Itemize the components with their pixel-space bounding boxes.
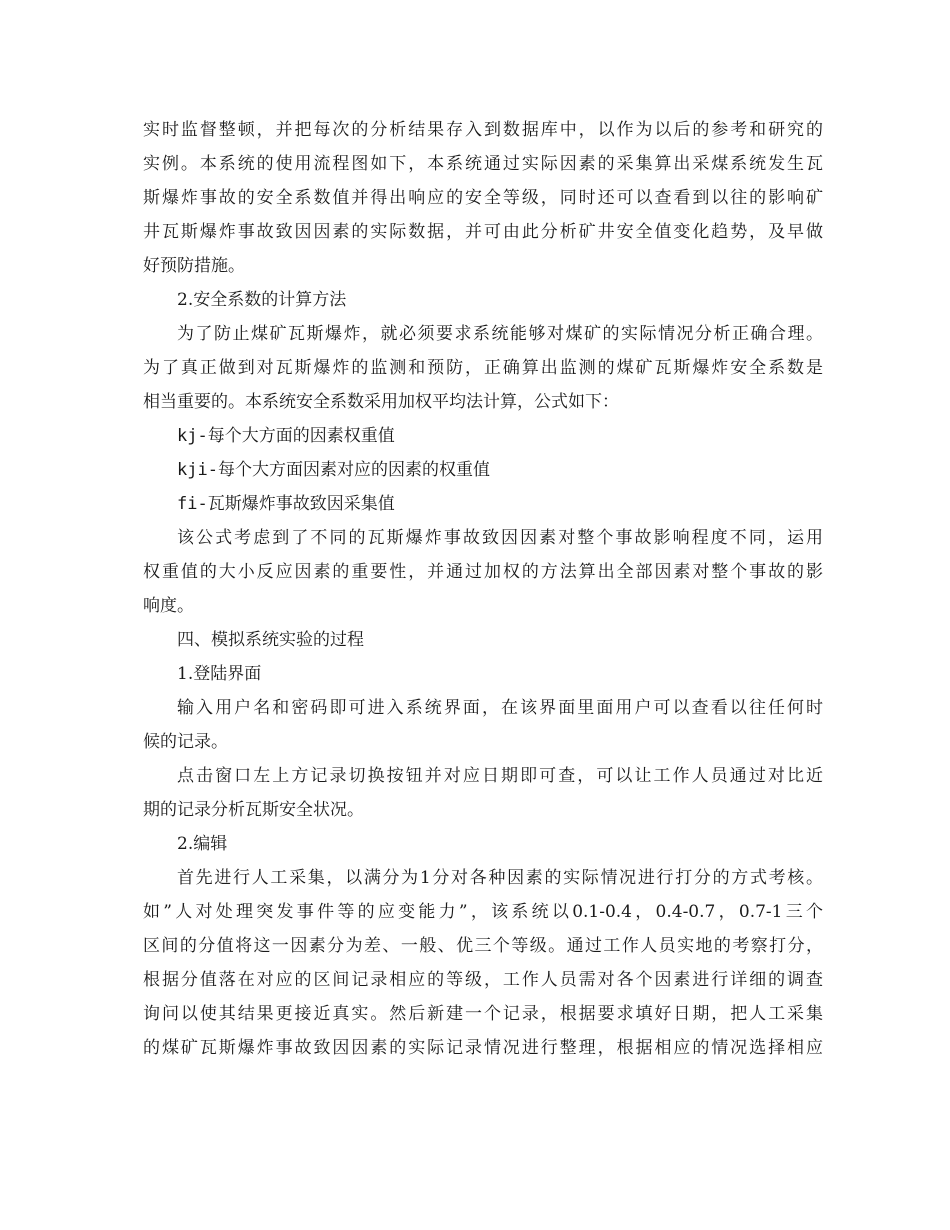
text-line: 的煤矿瓦斯爆炸事故致因因素的实际记录情况进行整理，根据相应的情况选择相应 [143,1038,823,1058]
document-body [143,113,823,1065]
text-line: 响度。 [143,596,194,616]
text-line: 实时监督整顿，并把每次的分析结果存入到数据库中，以作为以后的参考和研究的 [143,120,823,140]
text-line: 如”人对处理突发事件等的应变能力”，该系统以0.1-0.4，0.4-0.7，0.7-1三个 [143,902,823,922]
formula-variable-line: kji-每个大方面因素对应的因素的权重值 [177,460,490,480]
subsection-heading: 2.编辑 [177,834,228,854]
text-line: 斯爆炸事故的安全系数值并得出响应的安全等级，同时还可以查看到以往的影响矿 [143,188,823,208]
subsection-heading: 1.登陆界面 [177,664,262,684]
text-line: 井瓦斯爆炸事故致因因素的实际数据，并可由此分析矿井安全值变化趋势，及早做 [143,222,823,242]
text-line: 区间的分值将这一因素分为差、一般、优三个等级。通过工作人员实地的考察打分， [143,936,823,956]
text-line: 为了真正做到对瓦斯爆炸的监测和预防，正确算出监测的煤矿瓦斯爆炸安全系数是 [143,358,823,378]
text-line: 权重值的大小反应因素的重要性，并通过加权的方法算出全部因素对整个事故的影 [143,562,823,582]
formula-variable-line: fi-瓦斯爆炸事故致因采集值 [177,494,395,514]
text-line: 该公式考虑到了不同的瓦斯爆炸事故致因因素对整个事故影响程度不同，运用 [177,528,823,548]
text-line: 首先进行人工采集，以满分为1分对各种因素的实际情况进行打分的方式考核。 [177,868,823,888]
text-line: 点击窗口左上方记录切换按钮并对应日期即可查，可以让工作人员通过对比近 [177,766,823,786]
text-line: 好预防措施。 [143,256,245,276]
formula-variable-line: kj-每个大方面的因素权重值 [177,426,395,446]
text-line: 询问以使其结果更接近真实。然后新建一个记录，根据要求填好日期，把人工采集 [143,1004,823,1024]
text-line: 相当重要的。本系统安全系数采用加权平均法计算，公式如下： [143,392,619,412]
text-line: 实例。本系统的使用流程图如下，本系统通过实际因素的采集算出采煤系统发生瓦 [143,154,823,174]
text-line: 候的记录。 [143,732,228,752]
section-heading: 2.安全系数的计算方法 [177,290,347,310]
text-line: 输入用户名和密码即可进入系统界面，在该界面里面用户可以查看以往任何时 [177,698,823,718]
text-line: 期的记录分析瓦斯安全状况。 [143,800,364,820]
text-line: 根据分值落在对应的区间记录相应的等级，工作人员需对各个因素进行详细的调查 [143,970,823,990]
section-heading: 四、模拟系统实验的过程 [177,630,364,650]
text-line: 为了防止煤矿瓦斯爆炸，就必须要求系统能够对煤矿的实际情况分析正确合理。 [177,324,823,344]
